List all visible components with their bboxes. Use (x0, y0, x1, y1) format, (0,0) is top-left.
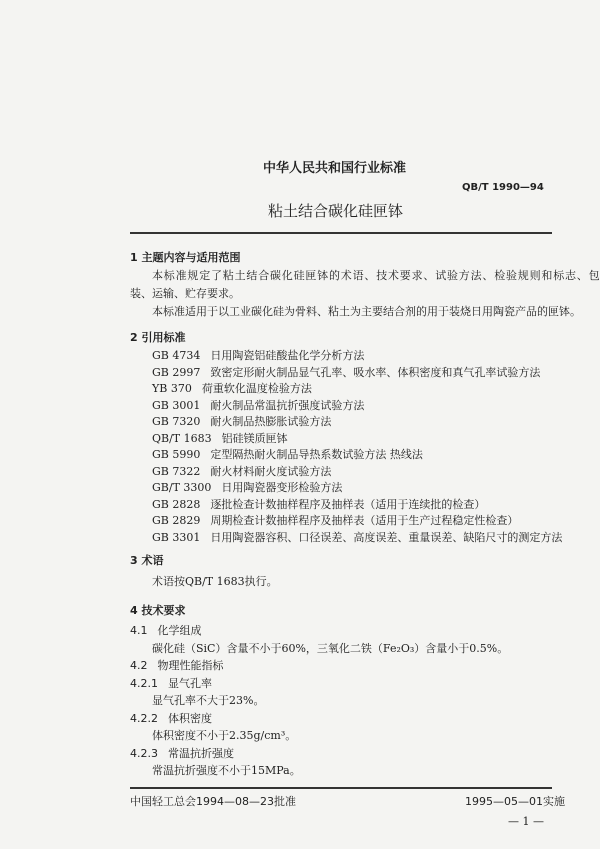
document-title: 粘土结合碳化硅匣钵 (268, 202, 404, 220)
section-4-heading: 4 技术要求 (130, 604, 186, 617)
reference-code: GB 7322 (152, 464, 201, 478)
reference-code: GB 3301 (152, 530, 201, 544)
reference-title: 日用陶瓷铝硅酸盐化学分析方法 (210, 349, 365, 362)
requirement-text: 碳化硅（SiC）含量不小于60%，三氧化二铁（Fe₂O₃）含量小于0.5%。 (152, 641, 509, 655)
reference-title: 耐火制品常温抗折强度试验方法 (210, 398, 365, 412)
clause-number: 4.2.2 (130, 711, 158, 725)
reference-code: GB 4734 (152, 349, 201, 362)
paragraph: 术语按QB/T 1683执行。 (152, 575, 278, 588)
reference-code: GB/T 3300 (152, 481, 212, 494)
requirement-heading (130, 748, 234, 759)
footer-rule (130, 787, 552, 789)
page-number: — 1 — (508, 815, 544, 828)
clause-label: 体积密度 (168, 711, 212, 725)
reference-code: GB 2997 (152, 365, 201, 379)
reference-title: 铝硅镁质匣钵 (221, 431, 288, 445)
reference-item (152, 367, 540, 378)
reference-code: GB 5990 (152, 448, 201, 461)
reference-item (152, 466, 331, 477)
issuing-org: 中华人民共和国行业标准 (263, 161, 407, 176)
reference-title: 耐火制品热膨胀试验方法 (210, 415, 332, 428)
reference-item (152, 383, 312, 394)
paragraph: 装、运输、贮存要求。 (130, 287, 240, 300)
clause-label: 常温抗折强度 (168, 746, 234, 760)
reference-code: GB 2829 (152, 514, 201, 527)
reference-item (152, 449, 423, 460)
clause-label: 物理性能指标 (157, 659, 224, 672)
reference-title: 耐火材料耐火度试验方法 (210, 464, 332, 478)
reference-code: GB 7320 (152, 415, 201, 428)
requirement-text: 常温抗折强度不小于15MPa。 (152, 764, 301, 777)
header-rule (130, 232, 552, 234)
paragraph: 本标准适用于以工业碳化硅为骨料、粘土为主要结合剂的用于装烧日用陶瓷产品的匣钵。 (152, 305, 581, 318)
reference-item (152, 433, 288, 444)
reference-item (152, 416, 331, 427)
reference-title: 日用陶瓷器容积、口径误差、高度误差、重量误差、缺陷尺寸的测定方法 (210, 530, 563, 544)
requirement-heading (130, 625, 202, 636)
paragraph: 本标准规定了粘土结合碳化硅匣钵的术语、技术要求、试验方法、检验规则和标志、包 (152, 269, 600, 282)
reference-code: YB 370 (152, 382, 192, 395)
reference-item (152, 350, 364, 361)
reference-title: 逐批检查计数抽样程序及抽样表（适用于连续批的检查） (210, 497, 486, 511)
clause-label: 显气孔率 (168, 676, 212, 690)
reference-item (152, 499, 485, 510)
reference-item (152, 482, 342, 493)
clause-number: 4.2 (130, 659, 148, 672)
clause-label: 化学组成 (157, 624, 202, 637)
requirement-heading (130, 660, 224, 671)
reference-code: QB/T 1683 (152, 431, 212, 445)
requirement-text: 显气孔率不大于23%。 (152, 694, 265, 707)
section-1-heading: 1 主题内容与适用范围 (130, 251, 241, 264)
reference-title: 日用陶瓷器变形检验方法 (221, 481, 343, 494)
requirement-heading (130, 678, 212, 689)
clause-number: 4.2.1 (130, 676, 158, 690)
reference-item (152, 532, 562, 543)
reference-title: 致密定形耐火制品显气孔率、吸水率、体积密度和真气孔率试验方法 (210, 365, 541, 379)
section-2-heading: 2 引用标准 (130, 331, 186, 344)
section-3-heading: 3 术语 (130, 554, 164, 567)
requirement-text: 体积密度不小于2.35g/cm³。 (152, 729, 297, 742)
reference-title: 荷重软化温度检验方法 (201, 382, 312, 395)
clause-number: 4.2.3 (130, 746, 158, 760)
clause-number: 4.1 (130, 624, 148, 637)
reference-code: GB 2828 (152, 497, 201, 511)
requirement-heading (130, 713, 212, 724)
reference-title: 周期检查计数抽样程序及抽样表（适用于生产过程稳定性检查） (210, 514, 519, 527)
standard-code: QB/T 1990—94 (462, 182, 544, 193)
reference-item (152, 515, 518, 526)
reference-item (152, 400, 364, 411)
reference-code: GB 3001 (152, 398, 201, 412)
effective-date: 1995—05—01实施 (465, 795, 565, 808)
reference-title: 定型隔热耐火制品导热系数试验方法 热线法 (210, 448, 423, 461)
approval-date: 中国轻工总会1994—08—23批准 (130, 795, 296, 808)
